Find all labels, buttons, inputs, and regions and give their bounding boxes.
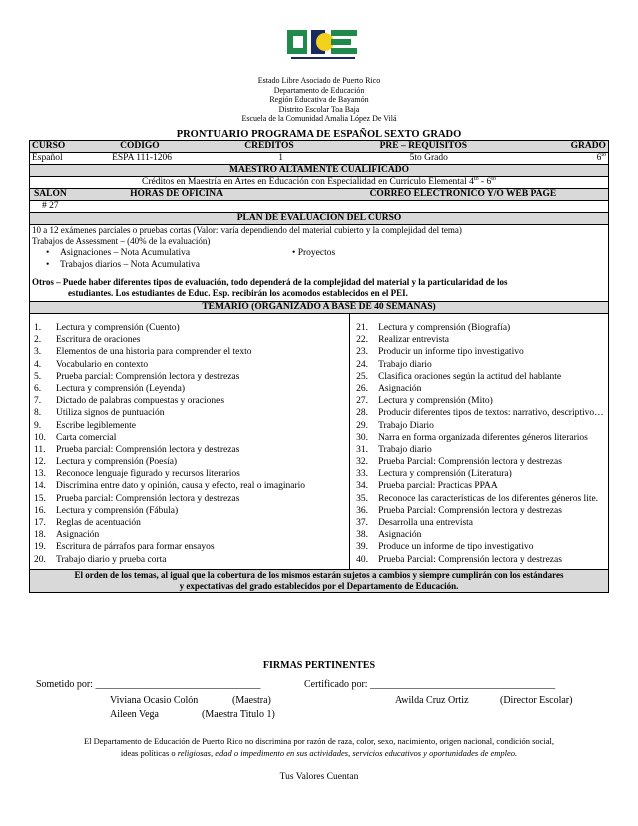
syllabus-item bbox=[356, 493, 606, 505]
header-line: Distrito Escolar Toa Baja bbox=[278, 104, 360, 114]
evaluation-body bbox=[30, 225, 609, 302]
evaluation-heading-row bbox=[30, 213, 609, 225]
syllabus-item bbox=[356, 480, 606, 492]
prereq-value: 5to Grado bbox=[350, 153, 531, 165]
syllabus-item bbox=[34, 493, 347, 505]
syllabus-item-text: Carta comercial bbox=[56, 432, 117, 443]
syllabus-item-number: 4. bbox=[34, 359, 42, 370]
syllabus-item bbox=[356, 456, 606, 468]
syllabus-item-number: 33. bbox=[356, 469, 368, 480]
syllabus-body-row bbox=[30, 314, 609, 570]
syllabus-item-number: 26. bbox=[356, 383, 368, 394]
syllabus-item-number: 34. bbox=[356, 481, 368, 492]
syllabus-item bbox=[34, 334, 347, 346]
syllabus-item-number: 6. bbox=[34, 383, 42, 394]
syllabus-item bbox=[356, 420, 606, 432]
room-value: # 27 bbox=[30, 201, 609, 213]
header-line: Departamento de Educación bbox=[273, 85, 365, 95]
syllabus-item-text: Lectura y comprensión (Biografía) bbox=[378, 323, 511, 333]
syllabus-item bbox=[34, 541, 347, 553]
syllabus-item-number: 2. bbox=[34, 335, 42, 346]
syllabus-item-text: Escribe legiblemente bbox=[56, 420, 136, 431]
syllabus-item bbox=[356, 395, 606, 407]
syllabus-item bbox=[356, 554, 606, 566]
syllabus-item-number: 13. bbox=[34, 469, 46, 480]
syllabus-item bbox=[34, 359, 347, 371]
syllabus-heading-row bbox=[30, 302, 609, 314]
syllabus-item bbox=[34, 420, 347, 432]
syllabus-item bbox=[356, 517, 606, 529]
syllabus-item bbox=[34, 480, 347, 492]
syllabus-item-number: 32. bbox=[356, 457, 368, 468]
footer-text: ideas políticas o bbox=[120, 748, 178, 758]
syllabus-item-text: Lectura y comprensión (Fábula) bbox=[56, 505, 179, 516]
syllabus-item-number: 15. bbox=[34, 493, 46, 504]
syllabus-item-text: Lectura y comprensión (Literatura) bbox=[378, 469, 512, 480]
syllabus-item-text: Lectura y comprensión (Poesía) bbox=[56, 457, 178, 468]
syllabus-item bbox=[356, 529, 606, 541]
teacher-heading: MAESTRO ALTAMENTE CUALIFICADO bbox=[30, 165, 609, 177]
syllabus-item-text: Asignación bbox=[56, 530, 100, 541]
course-values-row bbox=[30, 153, 609, 165]
syllabus-item-text: Utiliza signos de puntuación bbox=[56, 408, 165, 419]
syllabus-item-text: Trabajo Diario bbox=[378, 420, 434, 431]
syllabus-item-number: 35. bbox=[356, 493, 368, 504]
syllabus-item bbox=[34, 322, 347, 334]
director-role: (Director Escolar) bbox=[500, 695, 573, 706]
syllabus-item-text: Trabajo diario bbox=[378, 444, 432, 455]
syllabus-item-text: Reglas de acentuación bbox=[56, 518, 141, 528]
evaluation-assessment: Trabajos de Assessment – (40% de la evaluación) bbox=[32, 236, 211, 246]
code-header: CODIGO bbox=[100, 141, 224, 153]
bullet-item: • Trabajos diarios – Nota Acumulativa bbox=[32, 259, 292, 271]
note-line: y expectativas del grado establecidos por el Departamento de Educación. bbox=[179, 580, 459, 591]
footer-line bbox=[60, 747, 578, 759]
syllabus-item-text: Producir diferentes tipos de textos: narrativo, descriptivo… bbox=[378, 408, 604, 419]
syllabus-item-text: Prueba Parcial: Comprensión lectora y destrezas bbox=[378, 457, 562, 468]
syllabus-item-text: Prueba parcial: Comprensión lectora y destrezas bbox=[56, 493, 240, 504]
syllabus-item bbox=[34, 505, 347, 517]
email-header: CORREO ELECTRONICO Y/O WEB PAGE bbox=[350, 189, 609, 201]
note-row bbox=[30, 569, 609, 592]
syllabus-item bbox=[34, 346, 347, 358]
syllabus-item-number: 29. bbox=[356, 420, 368, 431]
certified-by: Certificado por: _____________________________________ bbox=[304, 679, 556, 690]
syllabus-item bbox=[356, 346, 606, 358]
syllabus-item-text: Discrimina entre dato y opinión, causa y efecto, real o imaginario bbox=[56, 481, 306, 492]
prereq-header: PRE – REQUISITOS bbox=[350, 141, 531, 153]
credentials-sup: to bbox=[491, 175, 496, 182]
syllabus-left bbox=[30, 314, 350, 570]
teacher1-name: Viviana Ocasio Colón bbox=[110, 695, 199, 706]
motto: Tus Valores Cuentan bbox=[279, 772, 359, 782]
syllabus-item bbox=[34, 371, 347, 383]
syllabus-item-number: 36. bbox=[356, 505, 368, 516]
syllabus-item-text: Prueba Parcial: Comprensión lectora y destrezas bbox=[378, 505, 562, 516]
syllabus-item-number: 11. bbox=[34, 444, 46, 455]
course-value: Español bbox=[30, 153, 101, 165]
header-line: Estado Libre Asociado de Puerto Rico bbox=[257, 76, 381, 85]
syllabus-item-text: Vocabulario en contexto bbox=[56, 359, 149, 370]
office-hours-header: HORAS DE OFICINA bbox=[100, 189, 349, 201]
syllabus-right bbox=[350, 314, 609, 570]
room-header: SALON bbox=[30, 189, 101, 201]
syllabus-item-number: 25. bbox=[356, 371, 368, 382]
teacher2-role: (Maestra Titulo 1) bbox=[202, 709, 275, 720]
syllabus-item-text: Asignación bbox=[378, 530, 422, 541]
syllabus-item-number: 21. bbox=[356, 323, 368, 333]
syllabus-item-text: Trabajo diario y prueba corta bbox=[56, 554, 167, 565]
evaluation-others: Otros – Puede haber diferentes tipos de evaluación, todo dependerá de la complejidad del material y la particularidad de los bbox=[32, 277, 508, 287]
syllabus-item-text: Prueba parcial: Comprensión lectora y destrezas bbox=[56, 371, 240, 382]
syllabus-item-number: 12. bbox=[34, 457, 46, 468]
institution-header bbox=[0, 76, 638, 124]
syllabus-item-number: 1. bbox=[34, 323, 42, 333]
de-logo bbox=[287, 24, 359, 64]
syllabus-item bbox=[356, 407, 606, 419]
syllabus-item bbox=[356, 432, 606, 444]
syllabus-item bbox=[356, 383, 606, 395]
syllabus-item-number: 23. bbox=[356, 347, 368, 358]
grade-sup: to bbox=[601, 151, 606, 158]
syllabus-item-number: 20. bbox=[34, 554, 46, 565]
evaluation-others-2: estudiantes. Los estudiantes de Educ. Esp. recibirán los acomodos establecidos en el PEI. bbox=[68, 288, 408, 298]
syllabus-item-number: 30. bbox=[356, 432, 368, 443]
syllabus-item bbox=[34, 456, 347, 468]
syllabus-list-left bbox=[34, 322, 347, 566]
credentials-text: Créditos en Maestría en Artes en Educación con Especialidad en Currículo Elemental 4 bbox=[142, 177, 474, 187]
footer-italic: religiosas, edad o impedimento en sus actividades, servicios educativos y oportunidades de empleo. bbox=[177, 748, 518, 758]
syllabus-item-text: Reconoce lenguaje figurado y recursos literarios bbox=[56, 469, 240, 480]
grade-header: GRADO bbox=[531, 141, 609, 153]
syllabus-item bbox=[356, 468, 606, 480]
teacher-heading-row bbox=[30, 165, 609, 177]
nondiscrimination-notice bbox=[60, 735, 578, 759]
syllabus-item bbox=[34, 407, 347, 419]
syllabus-item bbox=[356, 359, 606, 371]
credentials-range: - 6 bbox=[478, 177, 492, 187]
syllabus-item-text: Escritura de oraciones bbox=[56, 335, 141, 346]
credits-header: CREDITOS bbox=[224, 141, 349, 153]
bullet-item: • Asignaciones – Nota Acumulativa bbox=[32, 247, 292, 259]
syllabus-heading: TEMARIO (ORGANIZADO A BASE DE 40 SEMANAS) bbox=[30, 302, 609, 314]
teacher1-role: (Maestra) bbox=[232, 695, 271, 706]
syllabus-item-number: 39. bbox=[356, 542, 368, 553]
syllabus-item-number: 3. bbox=[34, 347, 42, 358]
course-header: CURSO bbox=[30, 141, 101, 153]
syllabus-item-text: Escritura de párrafos para formar ensayos bbox=[56, 542, 215, 553]
office-values-row bbox=[30, 201, 609, 213]
syllabus-item-text: Prueba parcial: Practicas PPAA bbox=[378, 481, 498, 492]
teacher2-name: Aileen Vega bbox=[110, 709, 159, 720]
syllabus-item bbox=[34, 529, 347, 541]
syllabus-item-number: 16. bbox=[34, 505, 46, 516]
syllabus-item-number: 40. bbox=[356, 554, 368, 565]
syllabus-table bbox=[29, 140, 609, 593]
grade-value bbox=[531, 153, 609, 165]
syllabus-item bbox=[34, 395, 347, 407]
header-line: Región Educativa de Bayamón bbox=[269, 95, 369, 104]
syllabus-item-text: Clasifica oraciones según la actitud del hablante bbox=[378, 371, 562, 382]
syllabus-item-text: Lectura y comprensión (Mito) bbox=[378, 396, 493, 407]
syllabus-item-number: 27. bbox=[356, 396, 368, 407]
director-name: Awilda Cruz Ortiz bbox=[395, 695, 469, 706]
credentials-sup: to bbox=[473, 175, 479, 182]
syllabus-item-number: 14. bbox=[34, 481, 46, 492]
submitted-by: Sometido por: _________________________________ bbox=[36, 679, 261, 690]
office-header-row bbox=[30, 189, 609, 201]
syllabus-item-number: 10. bbox=[34, 432, 46, 443]
syllabus-item-text: Realizar entrevista bbox=[378, 335, 450, 346]
evaluation-body-row bbox=[30, 225, 609, 302]
teacher-credentials-row bbox=[30, 177, 609, 189]
syllabus-item-number: 9. bbox=[34, 420, 42, 431]
syllabus-item-text: Asignación bbox=[378, 383, 422, 394]
syllabus-item-number: 7. bbox=[34, 396, 42, 407]
syllabus-item bbox=[356, 322, 606, 334]
syllabus-item bbox=[356, 334, 606, 346]
syllabus-item-number: 28. bbox=[356, 408, 368, 419]
bullet-projects: • Proyectos bbox=[292, 248, 336, 258]
evaluation-heading: PLAN DE EVALUACION DEL CURSO bbox=[30, 213, 609, 225]
course-header-row bbox=[30, 141, 609, 153]
syllabus-item-text: Elementos de una historia para comprender el texto bbox=[56, 347, 252, 358]
evaluation-exams: 10 a 12 exámenes parciales o pruebas cortas (Valor: varía dependiendo del material cubierto y la complejidad del tema) bbox=[32, 225, 462, 235]
syllabus-item-number: 38. bbox=[356, 530, 368, 541]
syllabus-item bbox=[356, 371, 606, 383]
syllabus-item-number: 17. bbox=[34, 518, 46, 528]
syllabus-item-text: Dictado de palabras compuestas y oraciones bbox=[56, 396, 225, 407]
syllabus-item-text: Lectura y comprensión (Cuento) bbox=[56, 323, 180, 333]
syllabus-item-number: 22. bbox=[356, 335, 368, 346]
page-title: PRONTUARIO PROGRAMA DE ESPAÑOL SEXTO GRADO bbox=[176, 129, 462, 140]
syllabus-list-right bbox=[356, 322, 606, 566]
syllabus-item-number: 37. bbox=[356, 518, 368, 528]
syllabus-item bbox=[34, 383, 347, 395]
note-line: El orden de los temas, al igual que la cobertura de los mismos estarán sujetos a cambios y siempre cumplirán con los estándares bbox=[74, 569, 564, 580]
syllabus-item-text: Reconoce las características de los diferentes géneros lite. bbox=[378, 493, 599, 504]
syllabus-item-number: 24. bbox=[356, 359, 368, 370]
syllabus-item-text: Produce un informe de tipo investigativo bbox=[378, 542, 534, 553]
syllabus-item-text: Producir un informe tipo investigativo bbox=[378, 347, 524, 358]
grade-number: 6 bbox=[596, 153, 602, 163]
code-value: ESPA 111-1206 bbox=[100, 153, 224, 165]
syllabus-item-text: Prueba parcial: Comprensión lectora y destrezas bbox=[56, 444, 240, 455]
syllabus-item-number: 5. bbox=[34, 371, 42, 382]
syllabus-item bbox=[34, 468, 347, 480]
syllabus-item-text: Desarrolla una entrevista bbox=[378, 518, 474, 528]
syllabus-item bbox=[356, 541, 606, 553]
signatures-heading: FIRMAS PERTINENTES bbox=[262, 660, 376, 671]
teacher-credentials bbox=[30, 177, 609, 189]
syllabus-item bbox=[356, 444, 606, 456]
note-text bbox=[30, 569, 609, 592]
evaluation-bullets bbox=[32, 247, 606, 271]
syllabus-item-number: 18. bbox=[34, 530, 46, 541]
syllabus-item bbox=[356, 505, 606, 517]
syllabus-item-number: 19. bbox=[34, 542, 46, 553]
syllabus-item-number: 8. bbox=[34, 408, 42, 419]
syllabus-item bbox=[34, 554, 347, 566]
header-line: Escuela de la Comunidad Amalia López De Vilá bbox=[241, 114, 397, 123]
syllabus-item-text: Trabajo diario bbox=[378, 359, 432, 370]
syllabus-item-text: Lectura y comprensión (Leyenda) bbox=[56, 383, 185, 394]
credits-value: 1 bbox=[224, 153, 349, 165]
syllabus-item bbox=[34, 444, 347, 456]
syllabus-item-text: Narra en forma organizada diferentes géneros literarios bbox=[378, 432, 588, 443]
syllabus-item-number: 31. bbox=[356, 444, 368, 455]
syllabus-item bbox=[34, 432, 347, 444]
footer-line: El Departamento de Educación de Puerto Rico no discrimina por razón de raza, color, sexo, nacimiento, origen nacional, condición social, bbox=[83, 736, 555, 746]
syllabus-item-text: Prueba Parcial: Comprensión lectora y destrezas bbox=[378, 554, 562, 565]
syllabus-item bbox=[34, 517, 347, 529]
